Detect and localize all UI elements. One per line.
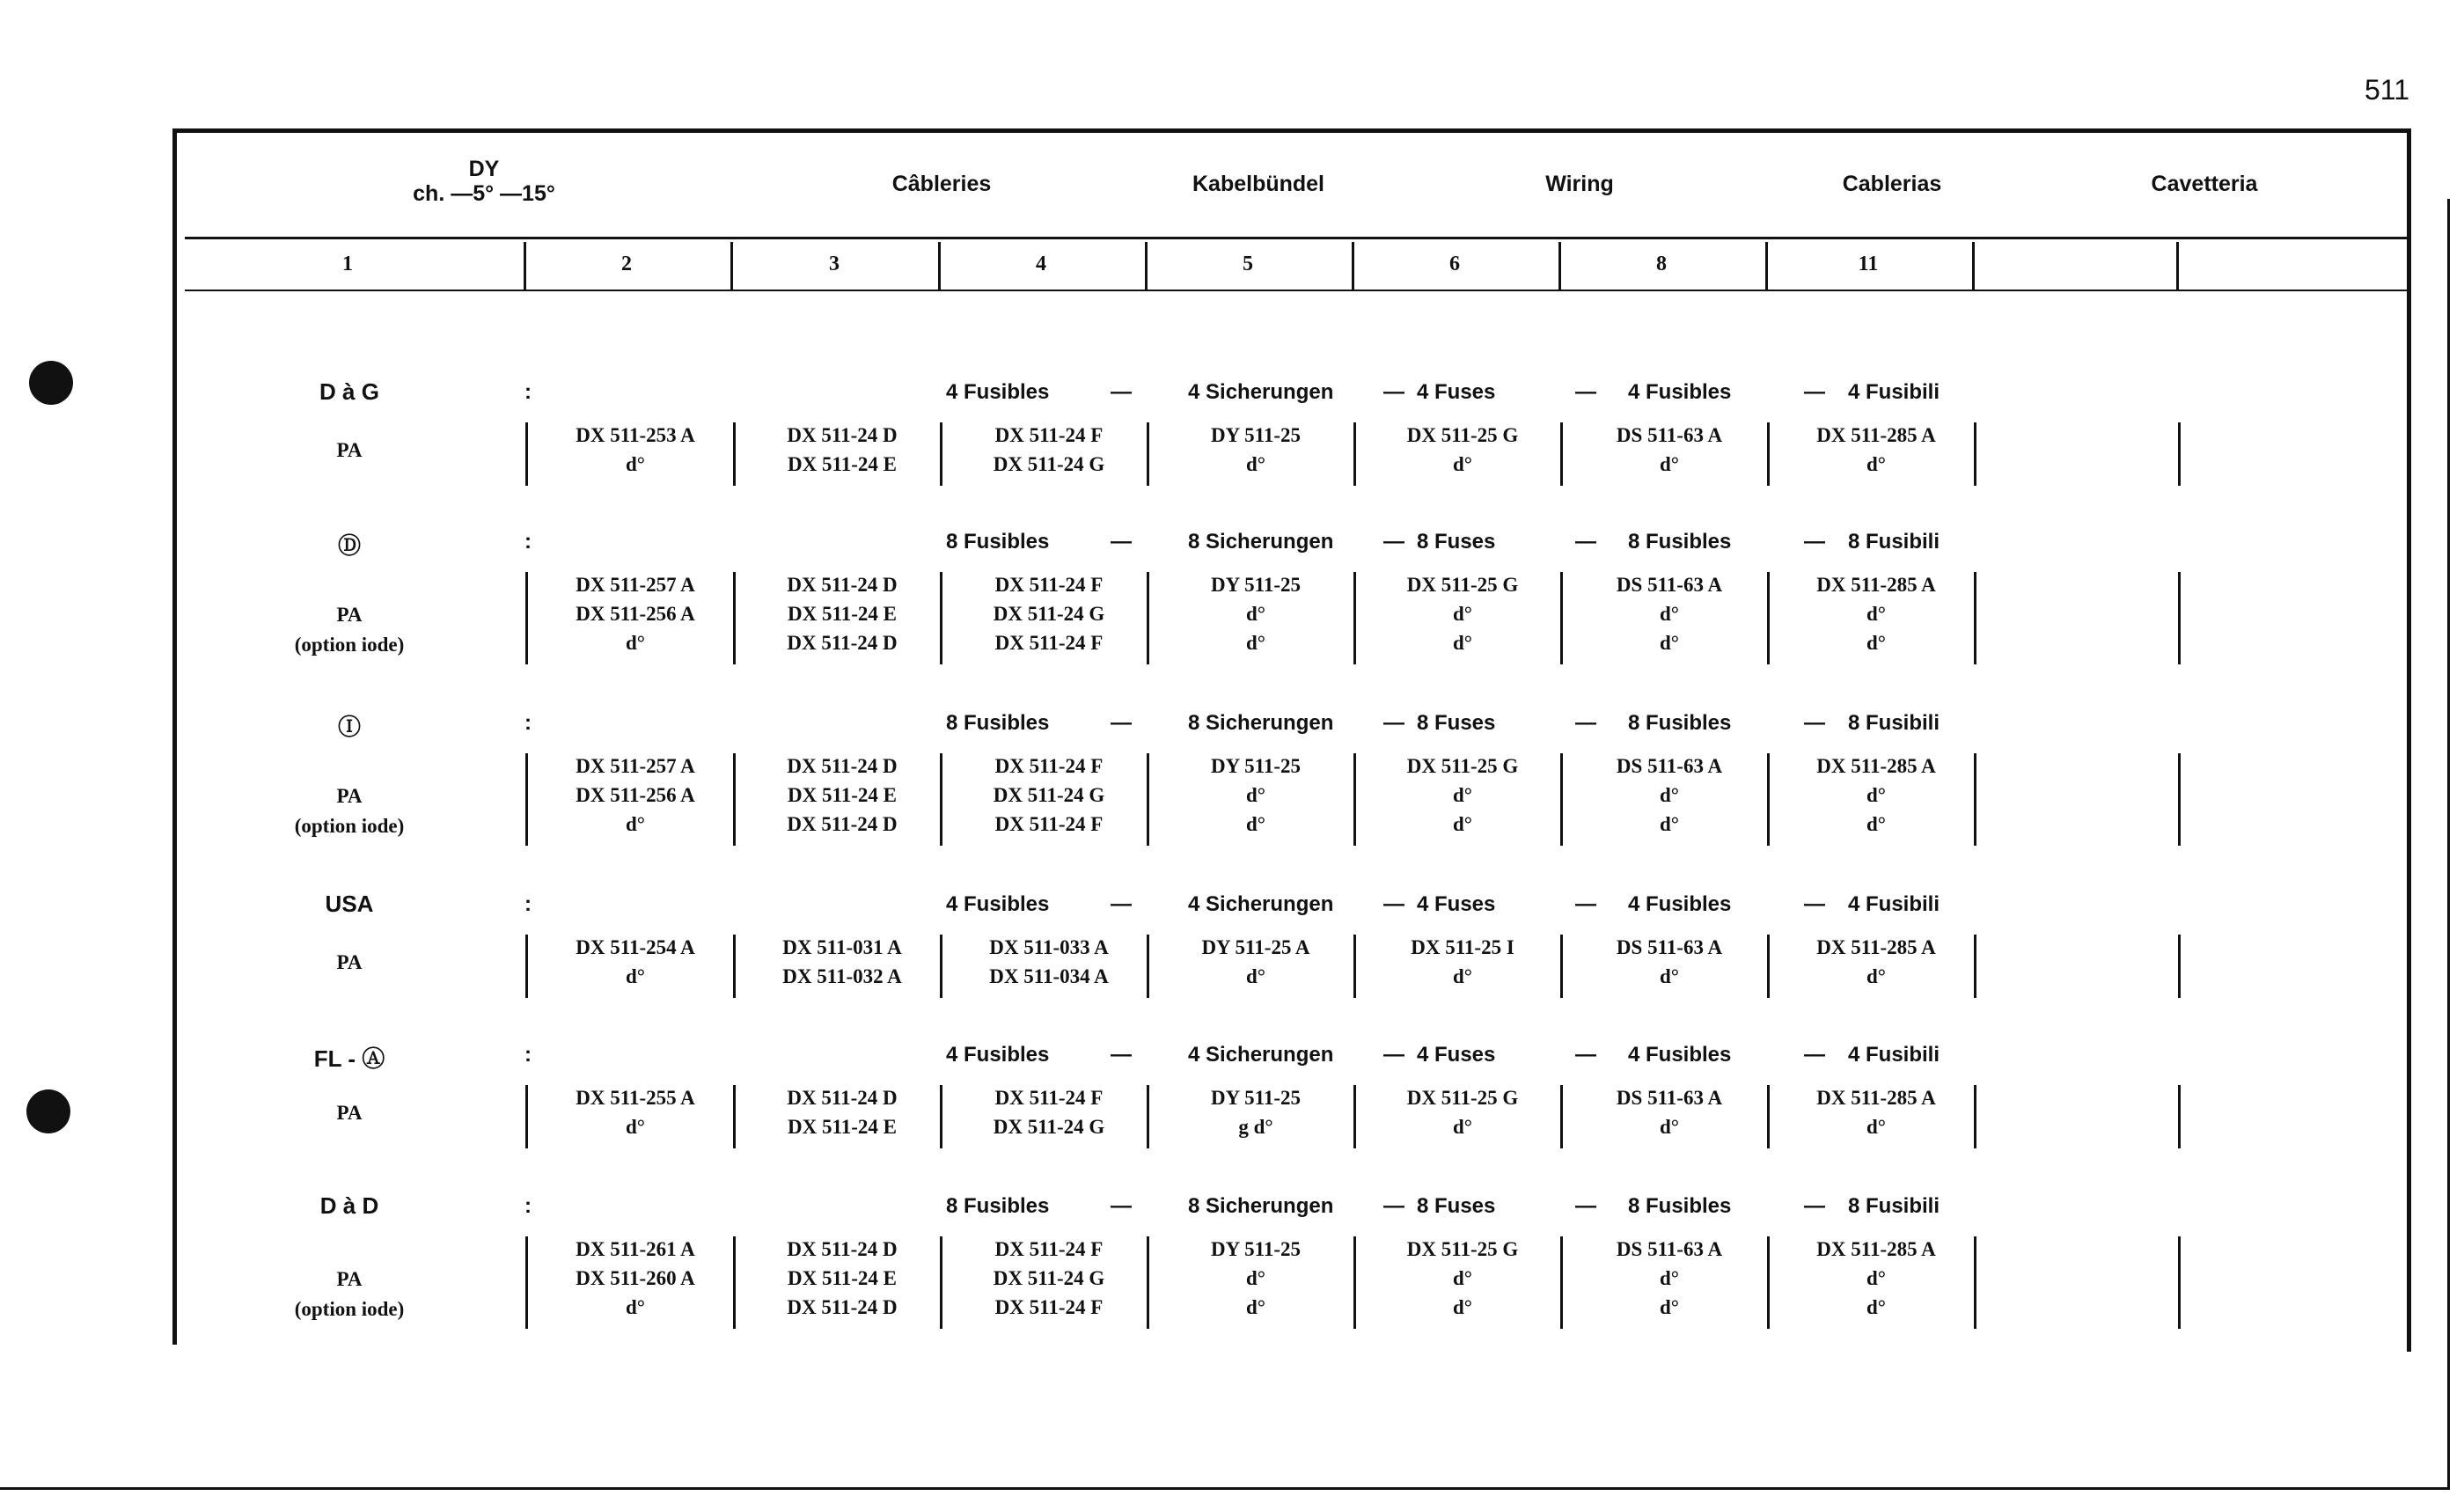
row-column-divider (1974, 572, 1976, 664)
fuse-dash: — (1804, 530, 1825, 554)
fuse-count-4: 8 Fusibili (1848, 1194, 1940, 1218)
part-number-cell: d° (1660, 1116, 1679, 1138)
fuse-count-1: 4 Sicherungen (1188, 892, 1334, 916)
row-column-divider (1147, 572, 1149, 664)
part-number-cell: d° (1246, 1267, 1265, 1289)
part-number-cell: DX 511-24 G (993, 1116, 1105, 1138)
fuse-count-0: 8 Fusibles (946, 711, 1050, 735)
group-label: D à D (319, 1192, 379, 1219)
part-number-cell: d° (1660, 453, 1679, 475)
fuse-count-0: 4 Fusibles (946, 892, 1050, 916)
part-number-cell: DX 511-24 F (994, 1087, 1104, 1109)
fuse-count-0: 4 Fusibles (946, 1043, 1050, 1067)
part-number-cell: d° (626, 965, 645, 987)
row-column-divider (1767, 935, 1770, 998)
part-number-cell: d° (1866, 1116, 1886, 1138)
column-numbers-rule (185, 290, 2407, 291)
row-column-divider (525, 1236, 528, 1329)
row-column-divider (1560, 935, 1563, 998)
part-number-cell: DX 511-257 A (576, 574, 695, 596)
part-number-cell: d° (1866, 965, 1886, 987)
header-column-divider (730, 242, 733, 290)
part-number-cell: DX 511-255 A (576, 1087, 695, 1109)
row-column-divider (525, 935, 528, 998)
row-column-divider (940, 753, 942, 846)
header-column-divider (524, 242, 526, 290)
row-column-divider (940, 1236, 942, 1329)
fuse-count-1: 8 Sicherungen (1188, 711, 1334, 735)
fuse-dash: — (1383, 892, 1404, 916)
row-column-divider (1560, 422, 1563, 486)
column-number-11: 11 (1858, 253, 1879, 275)
row-column-divider (1560, 1085, 1563, 1148)
part-number-cell: d° (1453, 453, 1472, 475)
part-number-cell: d° (626, 1296, 645, 1318)
row-column-divider (2178, 1085, 2181, 1148)
fuse-count-0: 8 Fusibles (946, 530, 1050, 554)
part-number-cell: DX 511-24 G (993, 603, 1105, 625)
part-number-cell: d° (1660, 603, 1679, 625)
row-column-divider (940, 422, 942, 486)
part-number-cell: d° (1660, 965, 1679, 987)
part-number-cell: d° (1246, 965, 1265, 987)
group-colon: : (524, 530, 532, 554)
part-number-cell: DX 511-285 A (1816, 936, 1936, 958)
row-column-divider (1767, 572, 1770, 664)
part-number-cell: DX 511-034 A (989, 965, 1109, 987)
row-column-divider (1974, 1085, 1976, 1148)
group-label: D à G (319, 378, 379, 405)
column-number-8: 8 (1656, 253, 1667, 275)
fuse-count-4: 4 Fusibili (1848, 380, 1940, 404)
header-language-3: Cablerias (1842, 172, 1942, 196)
column-number-5: 5 (1243, 253, 1253, 275)
part-number-cell: d° (1453, 632, 1472, 654)
fuse-dash: — (1575, 1043, 1596, 1067)
part-number-cell: DX 511-24 D (787, 813, 898, 835)
fuse-dash: — (1383, 530, 1404, 554)
row-column-divider (1974, 1236, 1976, 1329)
fuse-dash: — (1575, 711, 1596, 735)
part-number-cell: d° (1866, 813, 1886, 835)
part-number-cell: DX 511-24 D (787, 1087, 898, 1109)
fuse-dash: — (1575, 530, 1596, 554)
part-number-cell: DS 511-63 A (1616, 1087, 1723, 1109)
part-number-cell: DX 511-031 A (782, 936, 902, 958)
part-number-cell: d° (1453, 784, 1472, 806)
part-number-cell: d° (1453, 1296, 1472, 1318)
row-column-divider (1353, 422, 1356, 486)
fuse-dash: — (1575, 1194, 1596, 1218)
part-number-cell: DX 511-24 E (788, 603, 897, 625)
part-number-cell: DX 511-24 F (994, 574, 1104, 596)
row-column-divider (1147, 1236, 1149, 1329)
row-column-divider (525, 753, 528, 846)
fuse-count-3: 8 Fusibles (1628, 711, 1732, 735)
header-language-1: Kabelbündel (1192, 172, 1324, 196)
fuse-count-4: 4 Fusibili (1848, 1043, 1940, 1067)
part-number-cell: d° (1453, 603, 1472, 625)
fuse-dash: — (1575, 380, 1596, 404)
header-column-divider (1352, 242, 1354, 290)
row-column-divider (733, 753, 736, 846)
fuse-count-3: 8 Fusibles (1628, 530, 1732, 554)
part-number-cell: DS 511-63 A (1616, 755, 1723, 777)
part-number-cell: DY 511-25 (1210, 1238, 1301, 1260)
row-column-divider (1974, 935, 1976, 998)
part-number-cell: d° (1660, 1267, 1679, 1289)
fuse-dash: — (1383, 711, 1404, 735)
fuse-count-4: 4 Fusibili (1848, 892, 1940, 916)
part-number-cell: DX 511-25 I (1411, 936, 1514, 958)
fuse-count-0: 4 Fusibles (946, 380, 1050, 404)
group-label: Ⓘ (337, 714, 361, 740)
part-number-cell: d° (1246, 603, 1265, 625)
part-number-cell: DX 511-24 F (994, 632, 1104, 654)
row-column-divider (733, 935, 736, 998)
header-column-divider (2176, 242, 2179, 290)
fuse-dash: — (1383, 380, 1404, 404)
group-colon: : (524, 380, 532, 404)
group-label: USA (325, 891, 374, 917)
part-number-cell: DS 511-63 A (1616, 424, 1723, 446)
part-number-cell: DX 511-256 A (576, 784, 695, 806)
part-number-cell: DS 511-63 A (1616, 936, 1723, 958)
header-column-divider (1558, 242, 1561, 290)
group-colon: : (524, 892, 532, 916)
table-right-border (2407, 128, 2411, 1352)
fuse-count-4: 8 Fusibili (1848, 530, 1940, 554)
part-number-cell: DX 511-25 G (1406, 1087, 1519, 1109)
part-number-cell: DX 511-257 A (576, 755, 695, 777)
part-number-cell: DX 511-24 E (788, 453, 897, 475)
fuse-count-0: 8 Fusibles (946, 1194, 1050, 1218)
fuse-count-3: 4 Fusibles (1628, 892, 1732, 916)
fuse-count-4: 8 Fusibili (1848, 711, 1940, 735)
row-column-divider (2178, 572, 2181, 664)
column-number-1: 1 (342, 253, 353, 275)
page-right-edge (2447, 199, 2450, 1487)
column-number-2: 2 (621, 253, 632, 275)
part-number-cell: d° (1453, 965, 1472, 987)
row-column-divider (1353, 572, 1356, 664)
row-label: PA (336, 951, 363, 973)
row-column-divider (1974, 422, 1976, 486)
part-number-cell: d° (626, 453, 645, 475)
row-column-divider (525, 1085, 528, 1148)
row-column-divider (733, 1085, 736, 1148)
punch-hole-bottom (26, 1089, 70, 1133)
part-number-cell: d° (1246, 632, 1265, 654)
column-number-4: 4 (1036, 253, 1046, 275)
header-rule (185, 237, 2407, 239)
row-column-divider (733, 1236, 736, 1329)
punch-hole-top (29, 361, 73, 405)
fuse-count-2: 8 Fuses (1417, 1194, 1496, 1218)
fuse-dash: — (1804, 892, 1825, 916)
fuse-count-3: 8 Fusibles (1628, 1194, 1732, 1218)
part-number-cell: d° (1660, 632, 1679, 654)
part-number-cell: d° (1246, 813, 1265, 835)
fuse-count-2: 4 Fuses (1417, 1043, 1496, 1067)
header-column-divider (938, 242, 941, 290)
row-column-divider (1767, 1085, 1770, 1148)
part-number-cell: DY 511-25 (1210, 1087, 1301, 1109)
row-column-divider (1147, 935, 1149, 998)
part-number-cell: d° (626, 813, 645, 835)
part-number-cell: DX 511-24 E (788, 1116, 897, 1138)
part-number-cell: d° (626, 1116, 645, 1138)
fuse-dash: — (1383, 1043, 1404, 1067)
row-column-divider (1147, 753, 1149, 846)
part-number-cell: DX 511-24 D (787, 755, 898, 777)
row-column-divider (1147, 1085, 1149, 1148)
fuse-dash: — (1804, 1194, 1825, 1218)
fuse-count-2: 4 Fuses (1417, 380, 1496, 404)
row-column-divider (1767, 1236, 1770, 1329)
header-language-4: Cavetteria (2151, 172, 2258, 196)
row-label: PA (336, 439, 363, 461)
fuse-dash: — (1111, 530, 1132, 554)
part-number-cell: DX 511-285 A (1816, 1087, 1936, 1109)
row-label: (option iode) (294, 1298, 405, 1320)
part-number-cell: d° (1866, 784, 1886, 806)
group-colon: : (524, 1043, 532, 1067)
part-number-cell: DX 511-253 A (576, 424, 695, 446)
table-left-border (172, 128, 177, 1345)
row-column-divider (1974, 753, 1976, 846)
fuse-dash: — (1111, 892, 1132, 916)
row-column-divider (1767, 422, 1770, 486)
row-column-divider (733, 422, 736, 486)
part-number-cell: d° (1866, 1296, 1886, 1318)
part-number-cell: d° (1866, 603, 1886, 625)
fuse-dash: — (1111, 1194, 1132, 1218)
group-label: Ⓓ (337, 532, 361, 559)
row-column-divider (1560, 753, 1563, 846)
part-number-cell: DX 511-261 A (576, 1238, 695, 1260)
part-number-cell: d° (1866, 453, 1886, 475)
part-number-cell: DY 511-25 A (1201, 936, 1310, 958)
page-bottom-rule (0, 1487, 2450, 1490)
header-column-divider (1972, 242, 1975, 290)
part-number-cell: DX 511-25 G (1406, 574, 1519, 596)
row-column-divider (733, 572, 736, 664)
row-label: PA (336, 785, 363, 807)
row-column-divider (2178, 422, 2181, 486)
fuse-count-2: 4 Fuses (1417, 892, 1496, 916)
fuse-count-2: 8 Fuses (1417, 711, 1496, 735)
part-number-cell: DY 511-25 (1210, 574, 1301, 596)
row-column-divider (940, 572, 942, 664)
part-number-cell: DX 511-285 A (1816, 1238, 1936, 1260)
part-number-cell: DX 511-285 A (1816, 755, 1936, 777)
row-column-divider (940, 935, 942, 998)
part-number-cell: DX 511-25 G (1406, 755, 1519, 777)
part-number-cell: d° (1453, 1116, 1472, 1138)
part-number-cell: DX 511-285 A (1816, 574, 1936, 596)
fuse-dash: — (1804, 1043, 1825, 1067)
part-number-cell: d° (1246, 1296, 1265, 1318)
part-number-cell: DX 511-24 G (993, 453, 1105, 475)
part-number-cell: DX 511-24 D (787, 424, 898, 446)
part-number-cell: g d° (1238, 1116, 1273, 1138)
part-number-cell: DX 511-24 D (787, 1296, 898, 1318)
part-number-cell: DX 511-24 D (787, 1238, 898, 1260)
row-column-divider (940, 1085, 942, 1148)
header-language-0: Câbleries (891, 172, 992, 196)
part-number-cell: d° (1660, 784, 1679, 806)
fuse-dash: — (1111, 711, 1132, 735)
fuse-dash: — (1111, 380, 1132, 404)
row-label: PA (336, 604, 363, 626)
fuse-count-3: 4 Fusibles (1628, 1043, 1732, 1067)
part-number-cell: DX 511-285 A (1816, 424, 1936, 446)
fuse-dash: — (1804, 711, 1825, 735)
part-number-cell: DS 511-63 A (1616, 1238, 1723, 1260)
part-number-cell: DX 511-032 A (782, 965, 902, 987)
column-number-6: 6 (1449, 253, 1460, 275)
row-column-divider (1353, 935, 1356, 998)
row-column-divider (1353, 1085, 1356, 1148)
part-number-cell: DX 511-254 A (576, 936, 695, 958)
row-column-divider (525, 572, 528, 664)
row-column-divider (525, 422, 528, 486)
table-top-border (174, 128, 2411, 133)
part-number-cell: DX 511-24 F (994, 1296, 1104, 1318)
part-number-cell: DX 511-24 F (994, 755, 1104, 777)
fuse-count-1: 4 Sicherungen (1188, 380, 1334, 404)
part-number-cell: DS 511-63 A (1616, 574, 1723, 596)
part-number-cell: DX 511-24 G (993, 784, 1105, 806)
header-dy-subtitle: ch. —5° —15° (413, 181, 555, 206)
part-number-cell: DX 511-260 A (576, 1267, 695, 1289)
group-colon: : (524, 1194, 532, 1218)
part-number-cell: d° (626, 632, 645, 654)
part-number-cell: d° (1453, 813, 1472, 835)
fuse-dash: — (1111, 1043, 1132, 1067)
part-number-cell: DX 511-24 F (994, 813, 1104, 835)
part-number-cell: DX 511-24 G (993, 1267, 1105, 1289)
part-number-cell: DY 511-25 (1210, 424, 1301, 446)
fuse-count-3: 4 Fusibles (1628, 380, 1732, 404)
header-column-divider (1765, 242, 1768, 290)
fuse-dash: — (1804, 380, 1825, 404)
fuse-count-1: 8 Sicherungen (1188, 530, 1334, 554)
row-column-divider (1560, 572, 1563, 664)
column-number-3: 3 (829, 253, 840, 275)
row-column-divider (2178, 935, 2181, 998)
part-number-cell: d° (1246, 784, 1265, 806)
group-label: FL - Ⓐ (313, 1045, 385, 1072)
fuse-dash: — (1383, 1194, 1404, 1218)
row-column-divider (1353, 753, 1356, 846)
part-number-cell: d° (1660, 1296, 1679, 1318)
row-column-divider (2178, 1236, 2181, 1329)
row-column-divider (1767, 753, 1770, 846)
part-number-cell: d° (1453, 1267, 1472, 1289)
part-number-cell: DX 511-25 G (1406, 1238, 1519, 1260)
part-number-cell: DX 511-24 D (787, 574, 898, 596)
row-column-divider (1353, 1236, 1356, 1329)
fuse-count-1: 8 Sicherungen (1188, 1194, 1334, 1218)
header-language-2: Wiring (1545, 172, 1614, 196)
row-column-divider (1560, 1236, 1563, 1329)
row-column-divider (1147, 422, 1149, 486)
part-number-cell: DX 511-033 A (989, 936, 1109, 958)
part-number-cell: d° (1866, 1267, 1886, 1289)
row-label: (option iode) (294, 815, 405, 837)
part-number-cell: DX 511-24 F (994, 424, 1104, 446)
header-column-divider (1145, 242, 1148, 290)
row-label: (option iode) (294, 634, 405, 656)
part-number-cell: d° (1246, 453, 1265, 475)
row-label: PA (336, 1268, 363, 1290)
page-number: 511 (2364, 74, 2409, 106)
part-number-cell: d° (1866, 632, 1886, 654)
row-column-divider (2178, 753, 2181, 846)
part-number-cell: DX 511-256 A (576, 603, 695, 625)
row-label: PA (336, 1102, 363, 1124)
part-number-cell: DY 511-25 (1210, 755, 1301, 777)
part-number-cell: DX 511-25 G (1406, 424, 1519, 446)
fuse-dash: — (1575, 892, 1596, 916)
part-number-cell: DX 511-24 F (994, 1238, 1104, 1260)
fuse-count-2: 8 Fuses (1417, 530, 1496, 554)
part-number-cell: DX 511-24 E (788, 784, 897, 806)
group-colon: : (524, 711, 532, 735)
fuse-count-1: 4 Sicherungen (1188, 1043, 1334, 1067)
part-number-cell: DX 511-24 E (788, 1267, 897, 1289)
header-dy-title: DY (468, 157, 500, 181)
part-number-cell: d° (1660, 813, 1679, 835)
part-number-cell: DX 511-24 D (787, 632, 898, 654)
